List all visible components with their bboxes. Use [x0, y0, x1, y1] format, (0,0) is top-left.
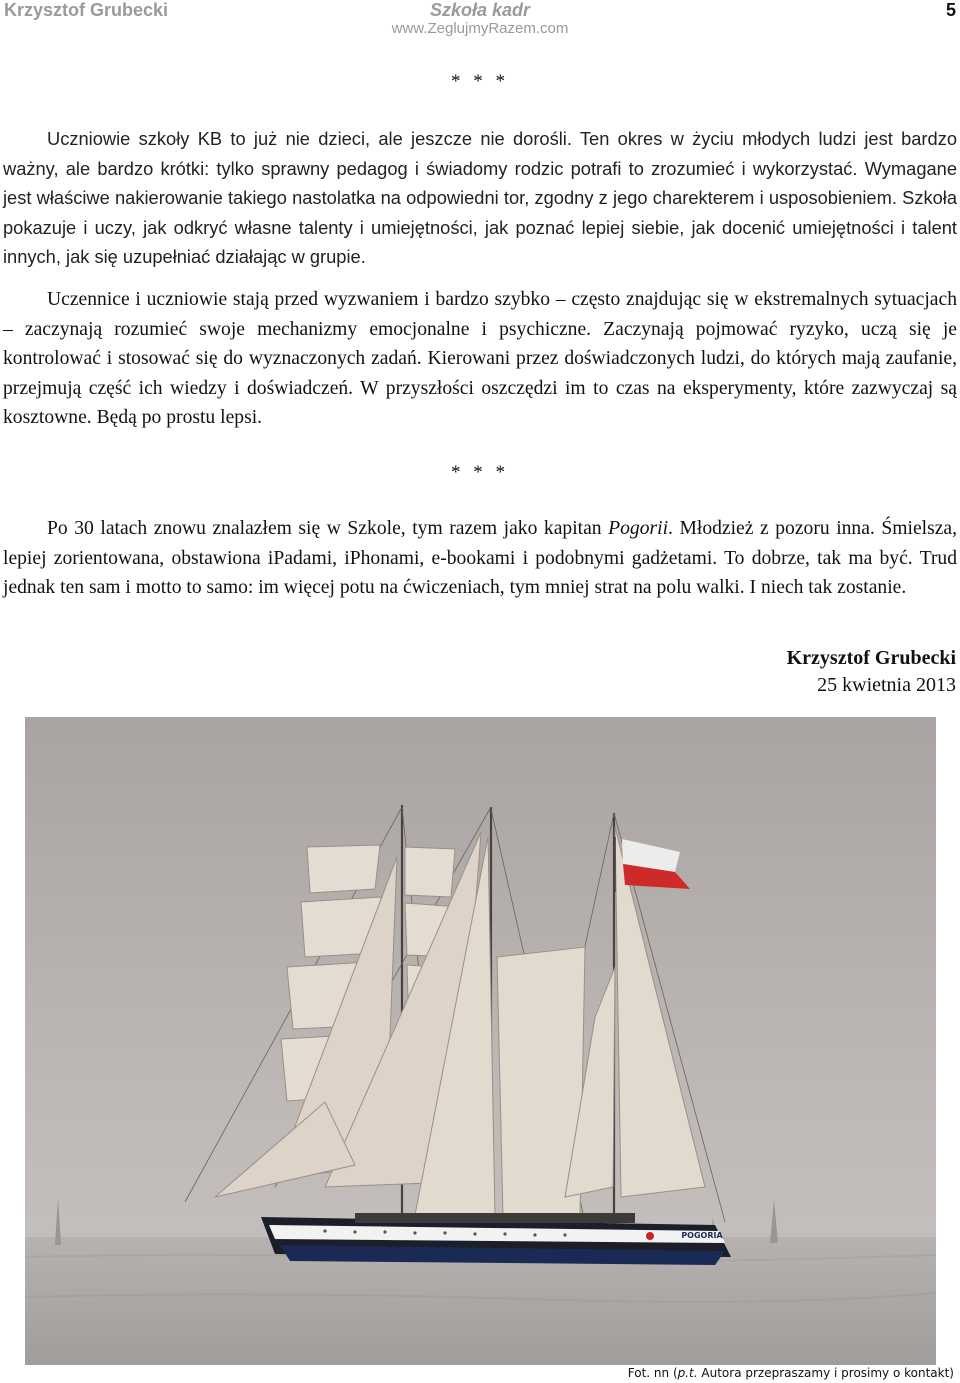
signature-name: Krzysztof Grubecki	[786, 647, 956, 669]
section-separator-1: * * *	[451, 71, 509, 92]
photo-caption	[628, 1366, 954, 1380]
section-separator-2: * * *	[451, 462, 509, 483]
paragraph-3	[3, 514, 957, 603]
paragraph-3-text-b: . Młodzież z pozoru inna. Śmielsza, lepiej zorientowana, obstawiona iPadami, iPhonami, e-bookami i podobnymi gadżetami. To dobrze, tak ma być. Trud jednak ten sam i motto to samo: im więcej potu na ćwiczeniach, tym mniej strat na polu walki. I niech tak zostanie.	[3, 518, 958, 598]
paragraph-3-text-a: Po 30 latach znowu znalazłem się w Szkole, tym razem jako kapitan	[47, 518, 609, 539]
signature-date: 25 kwietnia 2013	[817, 674, 956, 696]
tall-ship-photo	[25, 717, 936, 1365]
paragraph-1: Uczniowie szkoły KB to już nie dzieci, ale jeszcze nie dorośli. Ten okres w życiu młodych ludzi jest bardzo ważny, ale bardzo krótki: tylko sprawny pedagog i świadomy rodzic potrafi to zrozumieć i wykorzystać. Wymagane jest właściwe nakierowanie takiego nastolatka na odpowiedni tor, zgodny z jego charekterem i usposobieniem. Szkoła pokazuje i uczy, jak odkryć własne talenty i umiejętności, jak poznać lepiej siebie, jak docenić umiejętności i talent innych, jak się uzupełniać działając w grupie.	[3, 128, 957, 267]
ship-name-italic: Pogorii	[608, 518, 669, 539]
caption-italic: p.t.	[677, 1366, 698, 1380]
paragraph-2: Uczennice i uczniowie stają przed wyzwaniem i bardzo szybko – często znajdując się w ekstremalnych sytuacjach – zaczynają rozumieć swoje mechanizmy emocjonalne i psychiczne. Zaczynają pojmować ryzyko, uczą się je kontrolować i stosować się do wyznaczonych zadań. Kierowani przez doświadczonych ludzi, do których mają zaufanie, przejmują część ich wiedzy i doświadczeń. W przyszłości oszczędzi im to czas na eksperymenty, które zazwyczaj są kosztowne. Będą po prostu lepsi.	[3, 289, 957, 428]
header-url[interactable]: www.ZeglujmyRazem.com	[391, 20, 569, 37]
caption-suffix: Autora przepraszamy i prosimy o kontakt)	[697, 1366, 954, 1380]
ship-hull-name: POGORIA	[681, 1231, 723, 1240]
header-title: Szkoła kadr	[429, 0, 531, 20]
caption-prefix: Fot. nn (	[627, 1366, 678, 1380]
signature	[787, 647, 956, 697]
header-author: Krzysztof Grubecki	[4, 0, 169, 20]
page-number: 5	[945, 0, 956, 20]
header-center	[0, 0, 960, 38]
